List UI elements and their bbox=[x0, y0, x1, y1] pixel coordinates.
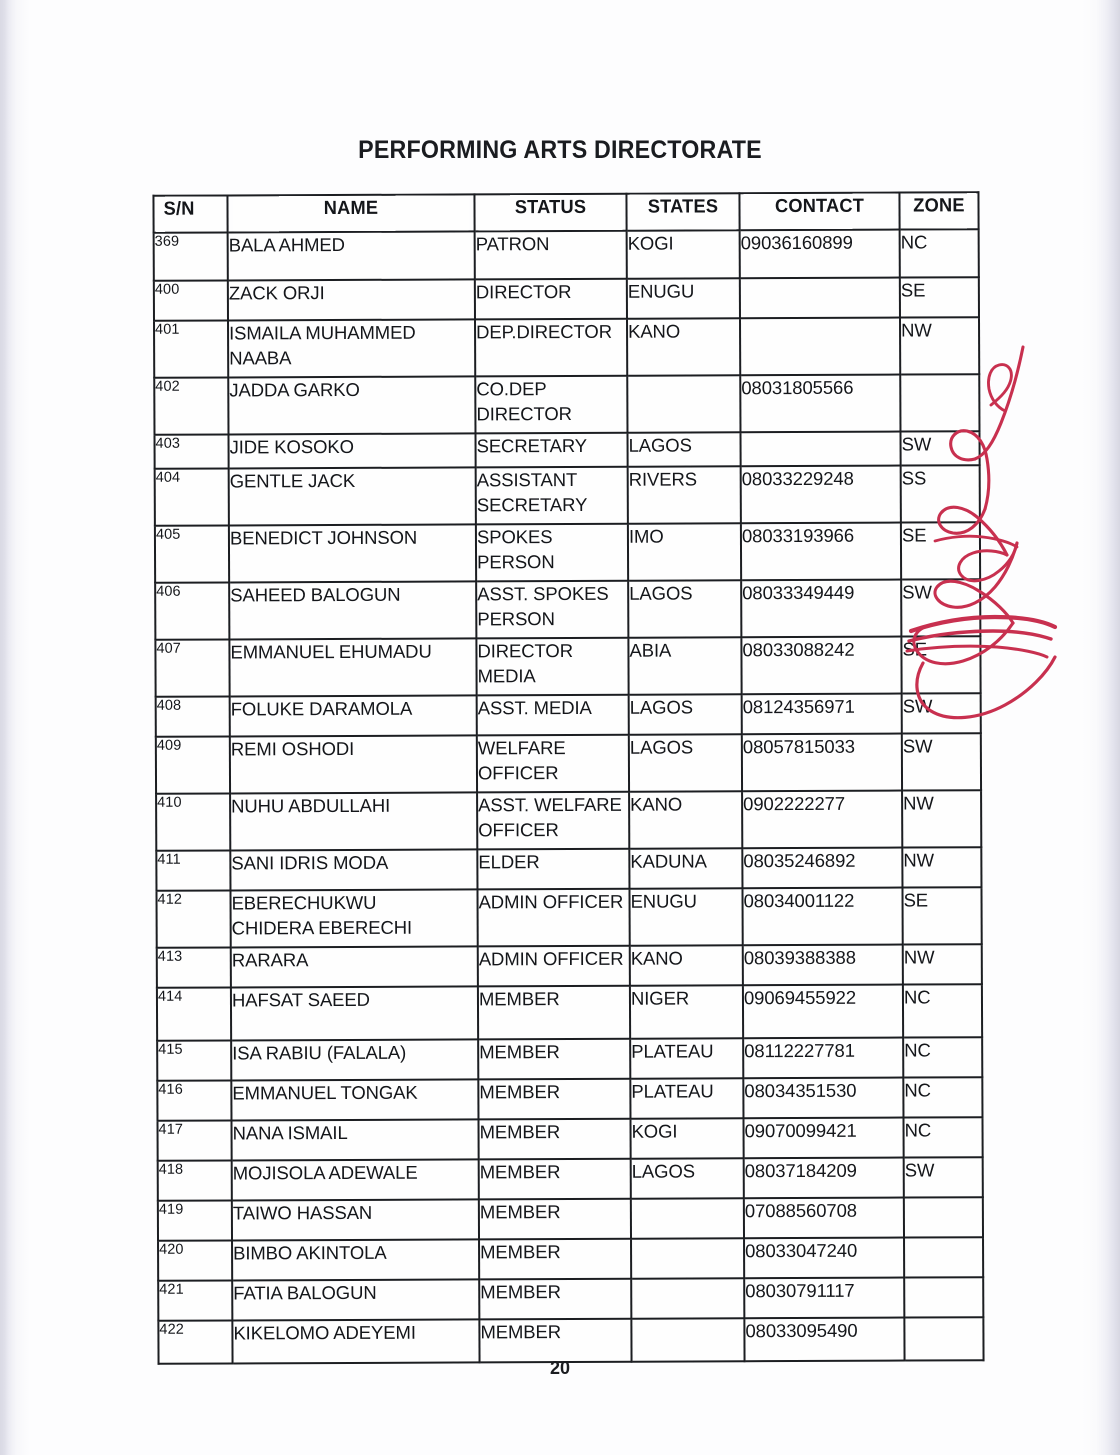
cell-serial-number: 422 bbox=[158, 1320, 232, 1363]
table-row bbox=[154, 374, 979, 435]
cell-name: JIDE KOSOKO bbox=[228, 433, 475, 468]
cell-serial-number: 406 bbox=[155, 582, 229, 639]
cell-name: ZACK ORJI bbox=[228, 279, 475, 320]
cell-states: ENUGU bbox=[627, 278, 740, 318]
cell-name: FOLUKE DARAMOLA bbox=[230, 695, 477, 736]
cell-contact: 08033095490 bbox=[744, 1318, 904, 1362]
table-row bbox=[158, 1157, 983, 1201]
cell-zone: SE bbox=[901, 522, 980, 579]
table-row bbox=[158, 1317, 983, 1364]
cell-serial-number: 415 bbox=[157, 1040, 231, 1080]
cell-zone: SE bbox=[901, 636, 980, 693]
cell-status: ADMIN OFFICER bbox=[477, 889, 629, 947]
table-row bbox=[157, 944, 982, 988]
cell-serial-number: 412 bbox=[156, 890, 230, 947]
cell-status: MEMBER bbox=[479, 1319, 631, 1363]
cell-contact bbox=[740, 278, 900, 319]
cell-serial-number: 401 bbox=[154, 320, 228, 377]
cell-contact: 08057815033 bbox=[742, 734, 902, 792]
cell-zone: SW bbox=[901, 579, 980, 636]
table-row bbox=[156, 847, 981, 891]
cell-contact: 08033193966 bbox=[741, 523, 901, 581]
cell-serial-number: 405 bbox=[155, 525, 229, 582]
table-row bbox=[155, 522, 980, 583]
cell-zone: NC bbox=[900, 229, 979, 277]
table-body bbox=[154, 229, 984, 1364]
cell-serial-number: 414 bbox=[157, 987, 231, 1040]
cell-zone bbox=[904, 1277, 983, 1317]
cell-name: TAIWO HASSAN bbox=[232, 1199, 479, 1240]
cell-contact: 07088560708 bbox=[744, 1198, 904, 1239]
cell-name: GENTLE JACK bbox=[229, 467, 476, 525]
cell-name: ISA RABIU (FALALA) bbox=[231, 1039, 478, 1080]
cell-status-line2: DIRECTOR bbox=[476, 402, 572, 424]
cell-name: NUHU ABDULLAHI bbox=[230, 792, 477, 850]
cell-contact: 08034001122 bbox=[742, 888, 902, 946]
header-row bbox=[153, 192, 978, 233]
cell-name: ISMAILA MUHAMMED NAABA bbox=[228, 319, 475, 377]
cell-zone: NW bbox=[902, 847, 981, 887]
cell-status: SPOKES PERSON bbox=[476, 524, 628, 582]
cell-states: LAGOS bbox=[631, 1158, 744, 1198]
table-row bbox=[155, 579, 980, 640]
table-row bbox=[154, 317, 979, 378]
cell-name: HAFSAT SAEED bbox=[231, 986, 478, 1040]
cell-states bbox=[627, 375, 740, 432]
cell-zone: NC bbox=[903, 1077, 982, 1117]
cell-serial-number: 403 bbox=[154, 434, 228, 468]
cell-serial-number: 419 bbox=[158, 1200, 232, 1240]
cell-serial-number: 413 bbox=[157, 947, 231, 987]
column-header-contact: CONTACT bbox=[743, 193, 897, 231]
cell-serial-number: 418 bbox=[158, 1160, 232, 1200]
cell-status: DIRECTOR bbox=[475, 279, 627, 320]
cell-status: ADMIN OFFICER bbox=[478, 946, 630, 987]
table-row bbox=[155, 465, 980, 526]
table-row bbox=[158, 1237, 983, 1281]
cell-zone: NW bbox=[900, 317, 979, 374]
cell-contact: 08034351530 bbox=[743, 1078, 903, 1119]
cell-zone bbox=[900, 374, 979, 431]
column-header-zone: ZONE bbox=[901, 192, 977, 229]
cell-states: KOGI bbox=[627, 230, 740, 278]
cell-status-line2: OFFICER bbox=[477, 761, 559, 783]
cell-serial-number: 421 bbox=[158, 1280, 232, 1320]
cell-serial-number: 420 bbox=[158, 1240, 232, 1280]
column-header-states: STATES bbox=[629, 193, 738, 230]
cell-zone: SW bbox=[900, 431, 979, 465]
cell-status: SECRETARY bbox=[475, 433, 627, 468]
cell-contact: 09070099421 bbox=[743, 1118, 903, 1159]
cell-status: MEMBER bbox=[479, 1199, 631, 1240]
cell-serial-number: 416 bbox=[157, 1080, 231, 1120]
column-header-status: STATUS bbox=[477, 194, 623, 232]
cell-contact: 08035246892 bbox=[742, 848, 902, 889]
cell-zone: NW bbox=[903, 944, 982, 984]
cell-serial-number: 410 bbox=[156, 793, 230, 850]
table-header bbox=[153, 192, 978, 233]
cell-status: WELFARE OFFICER bbox=[477, 735, 629, 793]
cell-status: MEMBER bbox=[478, 1039, 630, 1080]
roster-table bbox=[152, 191, 984, 1365]
cell-status: MEMBER bbox=[478, 1119, 630, 1160]
cell-status-line2: PERSON bbox=[477, 607, 555, 629]
cell-serial-number: 417 bbox=[157, 1120, 231, 1160]
cell-status: MEMBER bbox=[478, 1079, 630, 1120]
cell-zone: NC bbox=[903, 1037, 982, 1077]
cell-status: ASST. WELFARE OFFICER bbox=[477, 792, 629, 850]
cell-contact: 09069455922 bbox=[743, 985, 903, 1039]
cell-states bbox=[631, 1238, 744, 1278]
table-row bbox=[156, 887, 981, 948]
table-row bbox=[158, 1277, 983, 1321]
cell-zone: NW bbox=[902, 790, 981, 847]
cell-states: KOGI bbox=[630, 1118, 743, 1158]
cell-name: NANA ISMAIL bbox=[231, 1119, 478, 1160]
table-row bbox=[156, 693, 981, 737]
cell-zone: SE bbox=[900, 277, 979, 317]
column-header-sn: S/N bbox=[155, 195, 226, 232]
cell-status: CO.DEP DIRECTOR bbox=[475, 376, 627, 434]
cell-serial-number: 408 bbox=[156, 696, 230, 736]
table-row bbox=[156, 790, 981, 851]
cell-name: SANI IDRIS MODA bbox=[230, 849, 477, 890]
cell-status: PATRON bbox=[475, 231, 627, 280]
table-row bbox=[154, 229, 979, 281]
cell-name: RARARA bbox=[231, 946, 478, 987]
cell-states: NIGER bbox=[630, 985, 743, 1038]
cell-states bbox=[631, 1278, 744, 1318]
cell-states: LAGOS bbox=[627, 432, 740, 466]
cell-contact: 08037184209 bbox=[744, 1158, 904, 1199]
cell-status-line2: MEDIA bbox=[477, 664, 536, 686]
cell-zone: NC bbox=[903, 1117, 982, 1157]
cell-states bbox=[631, 1318, 744, 1361]
cell-zone bbox=[904, 1237, 983, 1277]
cell-status: MEMBER bbox=[479, 1279, 631, 1320]
cell-zone bbox=[904, 1197, 983, 1237]
cell-status: MEMBER bbox=[479, 1239, 631, 1280]
cell-zone: SS bbox=[901, 465, 980, 522]
cell-status: ELDER bbox=[477, 849, 629, 890]
cell-zone: SW bbox=[904, 1157, 983, 1197]
cell-contact: 08033349449 bbox=[741, 580, 901, 638]
cell-serial-number: 402 bbox=[154, 377, 228, 434]
cell-name: MOJISOLA ADEWALE bbox=[232, 1159, 479, 1200]
cell-name: SAHEED BALOGUN bbox=[229, 581, 476, 639]
cell-contact: 08033088242 bbox=[741, 637, 901, 695]
cell-status: MEMBER bbox=[478, 986, 630, 1040]
cell-name: EMMANUEL EHUMADU bbox=[229, 638, 476, 696]
cell-status: MEMBER bbox=[479, 1159, 631, 1200]
cell-zone bbox=[904, 1317, 983, 1360]
cell-states: KANO bbox=[627, 318, 740, 375]
cell-name: BENEDICT JOHNSON bbox=[229, 524, 476, 582]
cell-status: DEP.DIRECTOR bbox=[475, 319, 627, 377]
page-edge-shadow-left bbox=[0, 0, 34, 1455]
cell-states: KANO bbox=[629, 791, 742, 848]
cell-status: DIRECTOR MEDIA bbox=[476, 638, 628, 696]
cell-name-line2: NAABA bbox=[229, 346, 292, 369]
cell-name: BALA AHMED bbox=[228, 231, 475, 280]
table-row bbox=[157, 984, 982, 1041]
cell-states: LAGOS bbox=[629, 694, 742, 734]
cell-name: KIKELOMO ADEYEMI bbox=[232, 1319, 479, 1363]
cell-states: ENUGU bbox=[629, 888, 742, 945]
cell-states: ABIA bbox=[628, 637, 741, 694]
table-row bbox=[157, 1077, 982, 1121]
cell-status-line2: PERSON bbox=[477, 550, 555, 572]
roster-table-container bbox=[155, 193, 980, 1363]
cell-name: JADDA GARKO bbox=[228, 376, 475, 434]
cell-name: FATIA BALOGUN bbox=[232, 1279, 479, 1320]
cell-states: IMO bbox=[628, 523, 741, 580]
cell-states: LAGOS bbox=[628, 580, 741, 637]
cell-states: PLATEAU bbox=[630, 1038, 743, 1078]
cell-status: ASSISTANT SECRETARY bbox=[476, 467, 628, 525]
page-edge-shadow-right bbox=[1080, 0, 1120, 1455]
cell-states: RIVERS bbox=[628, 466, 741, 523]
cell-contact: 08033229248 bbox=[741, 466, 901, 524]
cell-serial-number: 411 bbox=[156, 850, 230, 890]
cell-zone: SW bbox=[902, 733, 981, 790]
cell-serial-number: 407 bbox=[155, 639, 229, 696]
cell-states: PLATEAU bbox=[630, 1078, 743, 1118]
cell-status-line2: SECRETARY bbox=[476, 493, 588, 515]
table-row bbox=[154, 277, 979, 321]
cell-states: KADUNA bbox=[629, 848, 742, 888]
table-row bbox=[158, 1197, 983, 1241]
page-title: PERFORMING ARTS DIRECTORATE bbox=[358, 136, 762, 164]
cell-name: EMMANUEL TONGAK bbox=[231, 1079, 478, 1120]
cell-name: EBERECHUKWU CHIDERA EBERECHI bbox=[230, 889, 477, 947]
cell-status-line2: OFFICER bbox=[478, 818, 559, 840]
cell-serial-number: 404 bbox=[155, 468, 229, 525]
cell-contact: 09036160899 bbox=[740, 230, 900, 279]
table-row bbox=[155, 636, 980, 697]
column-header-name: NAME bbox=[232, 194, 469, 232]
cell-contact: 08124356971 bbox=[742, 694, 902, 735]
cell-contact: 08112227781 bbox=[743, 1038, 903, 1079]
cell-name: REMI OSHODI bbox=[230, 735, 477, 793]
cell-states: KANO bbox=[630, 945, 743, 985]
table-row bbox=[156, 733, 981, 794]
cell-zone: SE bbox=[902, 887, 981, 944]
cell-serial-number: 409 bbox=[156, 736, 230, 793]
cell-zone: NC bbox=[903, 984, 982, 1037]
cell-contact: 08030791117 bbox=[744, 1278, 904, 1319]
cell-name: BIMBO AKINTOLA bbox=[232, 1239, 479, 1280]
cell-serial-number: 400 bbox=[154, 280, 228, 320]
table-row bbox=[154, 431, 979, 469]
cell-contact: 08031805566 bbox=[740, 375, 900, 433]
cell-contact bbox=[740, 432, 900, 467]
cell-zone: SW bbox=[902, 693, 981, 733]
cell-states: LAGOS bbox=[629, 734, 742, 791]
cell-contact: 08039388388 bbox=[743, 945, 903, 986]
cell-contact bbox=[740, 318, 900, 376]
cell-name-line2: CHIDERA EBERECHI bbox=[231, 916, 413, 939]
table-row bbox=[157, 1037, 982, 1081]
page-number: 20 bbox=[549, 1358, 571, 1378]
cell-contact: 08033047240 bbox=[744, 1238, 904, 1279]
cell-states bbox=[631, 1198, 744, 1238]
cell-serial-number: 369 bbox=[154, 232, 228, 280]
cell-status: ASST. SPOKES PERSON bbox=[476, 581, 628, 639]
table-row bbox=[157, 1117, 982, 1161]
cell-contact: 0902222277 bbox=[742, 791, 902, 849]
cell-status: ASST. MEDIA bbox=[477, 695, 629, 736]
